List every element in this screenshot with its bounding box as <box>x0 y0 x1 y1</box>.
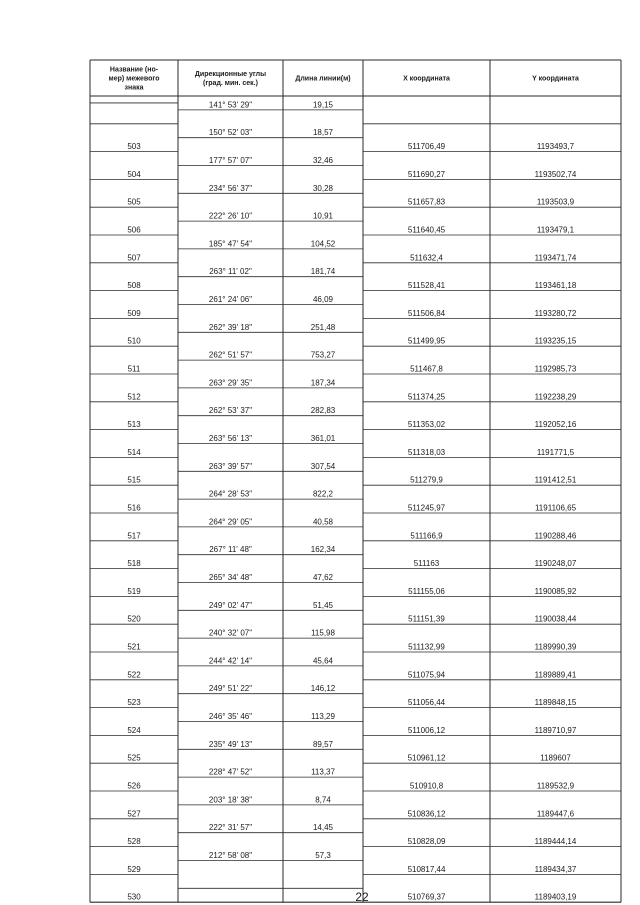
x-coordinate: 511506,84 <box>407 308 446 318</box>
x-coordinate: 511318,03 <box>407 447 446 457</box>
line-length: 47,62 <box>312 573 334 582</box>
directional-angle: 263° 29' 35" <box>208 378 253 388</box>
x-coordinate: 511151,39 <box>408 614 445 624</box>
line-length: 10,91 <box>312 211 334 221</box>
directional-angle: 249° 02' 47" <box>208 600 253 610</box>
page-number: 22 <box>355 890 369 904</box>
directional-angle: 185° 47' 54" <box>208 239 253 249</box>
x-coordinate: 511690,27 <box>407 169 446 179</box>
line-length: 45,64 <box>312 656 334 666</box>
x-coordinate: 510961,12 <box>407 753 446 763</box>
x-coordinate: 511528,41 <box>407 281 446 291</box>
x-coordinate: 511632,4 <box>410 253 443 263</box>
directional-angle: 263° 11' 02" <box>209 267 252 277</box>
header-length-line: Длина линии(м) <box>295 75 351 83</box>
y-coordinate: 1190288,46 <box>534 531 577 541</box>
marker-name: 512 <box>127 392 141 402</box>
x-coordinate: 511640,45 <box>407 225 446 235</box>
y-coordinate: 1193471,74 <box>534 253 577 263</box>
directional-angle: 249° 51' 22" <box>208 684 253 694</box>
line-length: 361,01 <box>310 434 336 443</box>
marker-name: 522 <box>127 670 141 680</box>
marker-name: 530 <box>127 892 141 902</box>
line-length: 181,74 <box>310 267 336 277</box>
line-length: 57,3 <box>315 851 331 860</box>
y-coordinate: 1189403,19 <box>534 892 577 902</box>
directional-angle: 267° 11' 48" <box>209 545 252 555</box>
directional-angle: 263° 56' 13" <box>208 434 253 443</box>
y-coordinate: 1193461,18 <box>534 281 577 291</box>
directional-angle: 212° 58' 08" <box>208 851 253 860</box>
marker-name: 519 <box>127 586 141 596</box>
marker-name: 523 <box>127 698 141 708</box>
y-coordinate: 1191771,5 <box>536 447 575 457</box>
y-coordinate: 1193235,15 <box>534 336 577 346</box>
directional-angle: 265° 34' 48" <box>208 573 253 582</box>
marker-name: 509 <box>127 308 141 318</box>
directional-angle: 234° 56' 37" <box>208 183 253 193</box>
directional-angle: 244° 42' 14" <box>208 656 253 666</box>
line-length: 104,52 <box>310 239 336 249</box>
marker-name: 508 <box>127 281 141 291</box>
directional-angle: 246° 35' 46" <box>208 712 253 721</box>
directional-angle: 262° 51' 57" <box>208 350 253 360</box>
marker-name: 517 <box>127 531 141 541</box>
y-coordinate: 1193502,74 <box>534 169 577 179</box>
line-length: 18,57 <box>312 128 334 138</box>
line-length: 753,27 <box>310 350 336 360</box>
x-coordinate: 511467,8 <box>410 364 443 374</box>
marker-name: 506 <box>127 225 141 235</box>
x-coordinate: 511499,95 <box>407 336 446 346</box>
x-coordinate: 510817,44 <box>407 864 446 874</box>
x-coordinate: 511056,44 <box>407 698 446 708</box>
directional-angle: 228° 47' 52" <box>208 767 253 777</box>
marker-name: 514 <box>127 447 141 457</box>
y-coordinate: 1190085,92 <box>534 586 577 596</box>
y-coordinate: 1191412,51 <box>534 475 577 485</box>
x-coordinate: 511279,9 <box>410 475 443 485</box>
x-coordinate: 511132,99 <box>408 642 445 652</box>
x-coordinate: 511374,25 <box>407 392 446 402</box>
header-x-line: X координата <box>403 75 450 83</box>
line-length: 822,2 <box>312 489 334 499</box>
directional-angle: 264° 29' 05" <box>208 517 253 527</box>
y-coordinate: 1192238,29 <box>534 392 577 402</box>
marker-name: 527 <box>127 809 141 819</box>
directional-angle: 222° 26' 10" <box>208 211 253 221</box>
directional-angle: 261° 24' 06" <box>208 295 253 304</box>
line-length: 162,34 <box>310 545 336 555</box>
header-name-line: знака <box>124 84 144 92</box>
marker-name: 513 <box>127 420 141 430</box>
directional-angle: 240° 32' 07" <box>208 628 253 638</box>
directional-angle: 264° 28' 53" <box>208 489 253 499</box>
y-coordinate: 1189447,6 <box>536 809 575 819</box>
marker-name: 507 <box>127 253 141 263</box>
marker-name: 529 <box>127 864 141 874</box>
x-coordinate: 510910,8 <box>409 781 444 791</box>
line-length: 113,37 <box>311 767 335 777</box>
x-coordinate: 511166,9 <box>410 531 443 541</box>
line-length: 14,45 <box>312 823 334 833</box>
marker-name: 503 <box>127 142 141 152</box>
line-length: 113,29 <box>311 712 335 721</box>
line-length: 251,48 <box>310 322 336 332</box>
directional-angle: 222° 31' 57" <box>208 823 253 833</box>
marker-name: 505 <box>127 197 141 207</box>
header-angle-line: (град. мин. сек.) <box>203 80 258 87</box>
line-length: 146,12 <box>310 684 336 694</box>
marker-name: 520 <box>127 614 141 624</box>
y-coordinate: 1189444,14 <box>534 837 577 847</box>
x-coordinate: 511245,97 <box>407 503 446 513</box>
marker-name: 510 <box>127 336 141 346</box>
directional-angle: 177° 57' 07" <box>208 156 253 165</box>
line-length: 115,98 <box>311 628 335 638</box>
directional-angle: 262° 39' 18" <box>208 322 253 332</box>
y-coordinate: 1189990,39 <box>534 642 577 652</box>
y-coordinate: 1193503,9 <box>536 197 575 207</box>
marker-name: 511 <box>127 364 141 374</box>
x-coordinate: 511155,06 <box>408 586 445 596</box>
header-name-line: Название (но- <box>109 66 159 74</box>
y-coordinate: 1189848,15 <box>534 698 577 708</box>
line-length: 307,54 <box>310 461 336 471</box>
y-coordinate: 1189710,97 <box>534 725 577 735</box>
line-length: 51,45 <box>312 600 334 610</box>
y-coordinate: 1192052,16 <box>534 420 577 430</box>
y-coordinate: 1189434,37 <box>534 864 577 874</box>
directional-angle: 141° 53' 29" <box>208 100 253 110</box>
marker-name: 521 <box>127 642 141 652</box>
y-coordinate: 1193280,72 <box>534 308 577 318</box>
x-coordinate: 510769,37 <box>407 892 446 902</box>
marker-name: 516 <box>127 503 141 513</box>
line-length: 89,57 <box>312 739 334 749</box>
y-coordinate: 1191106,65 <box>534 503 577 513</box>
line-length: 32,46 <box>312 156 334 165</box>
line-length: 187,34 <box>310 378 336 388</box>
line-length: 282,83 <box>310 406 336 416</box>
marker-name: 528 <box>127 837 141 847</box>
line-length: 30,28 <box>312 183 334 193</box>
x-coordinate: 511353,02 <box>407 420 446 430</box>
directional-angle: 203° 18' 38" <box>208 795 253 805</box>
marker-name: 524 <box>127 725 141 735</box>
marker-name: 525 <box>127 753 141 763</box>
directional-angle: 262° 53' 37" <box>208 406 253 416</box>
line-length: 19,15 <box>312 100 334 110</box>
x-coordinate: 511657,83 <box>407 197 446 207</box>
marker-name: 515 <box>127 475 141 485</box>
y-coordinate: 1189889,41 <box>534 670 577 680</box>
line-length: 8,74 <box>315 795 331 805</box>
directional-angle: 263° 39' 57" <box>208 461 253 471</box>
y-coordinate: 1190248,07 <box>534 559 577 569</box>
marker-name: 504 <box>127 169 141 179</box>
directional-angle: 235° 49' 13" <box>208 739 253 749</box>
x-coordinate: 510828,09 <box>407 837 446 847</box>
line-length: 40,58 <box>312 517 334 527</box>
x-coordinate: 511006,12 <box>407 725 446 735</box>
header-y-line: Y координата <box>532 75 579 83</box>
x-coordinate: 511163 <box>413 559 440 569</box>
y-coordinate: 1193479,1 <box>536 225 575 235</box>
x-coordinate: 510836,12 <box>407 809 446 819</box>
y-coordinate: 1189532,9 <box>536 781 575 791</box>
marker-name: 526 <box>127 781 141 791</box>
directional-angle: 150° 52' 03" <box>208 128 253 138</box>
header-angle-line: Дирекционные углы <box>194 71 267 78</box>
marker-name: 518 <box>127 559 141 569</box>
line-length: 46,09 <box>312 295 334 304</box>
y-coordinate: 1189607 <box>540 753 571 763</box>
y-coordinate: 1190038,44 <box>534 614 577 624</box>
x-coordinate: 511706,49 <box>407 142 446 152</box>
header-name-line: мер) межевого <box>108 75 160 83</box>
y-coordinate: 1192985,73 <box>534 364 577 374</box>
y-coordinate: 1193493,7 <box>536 142 575 152</box>
x-coordinate: 511075,94 <box>407 670 446 680</box>
